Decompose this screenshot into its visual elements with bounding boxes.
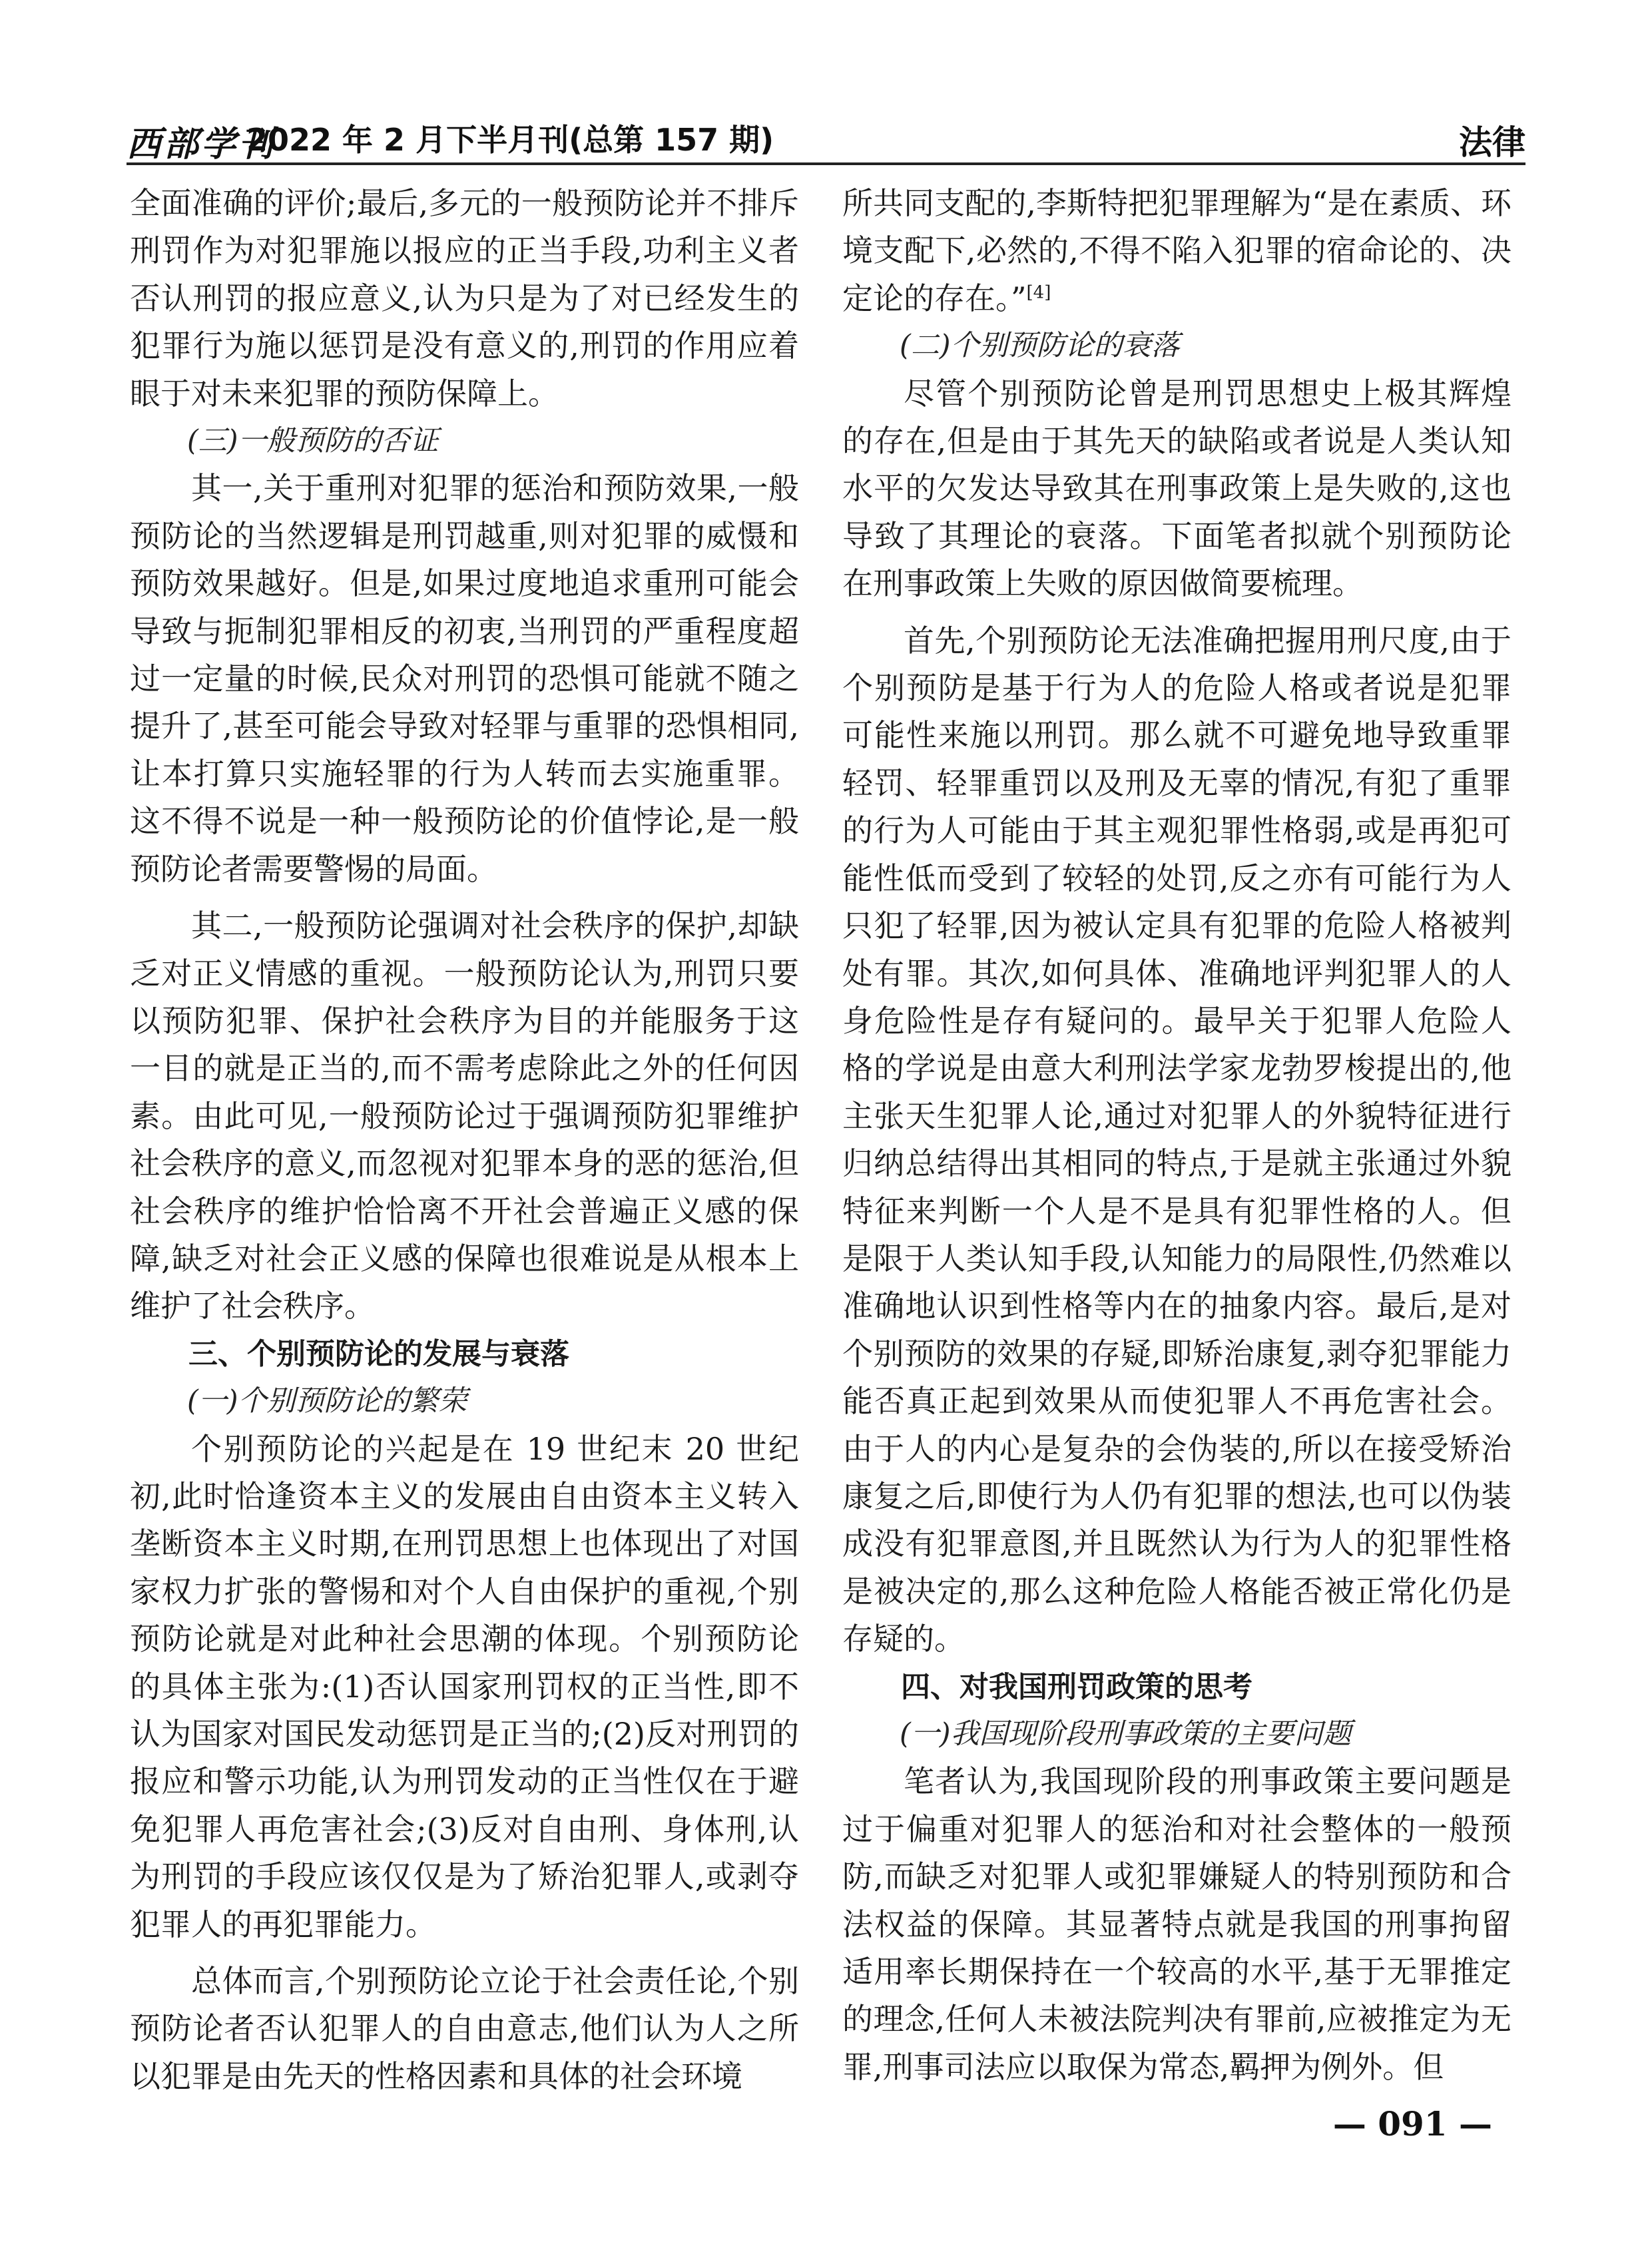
running-header [127,112,1525,165]
paragraph: 个别预防论的兴起是在 19 世纪末 20 世纪初,此时恰逢资本主义的发展由自由资本主义转入垄断资本主义时期,在刑罚思想上也体现出了对国家权力扩张的警惕和对个人自由保护的重视,个别预防论就是对此种社会思潮的体现。个别预防论的具体主张为:(1)否认国家刑罚权的正当性,即不认为国家对国民发动惩罚是正当的;(2)反对刑罚的报应和警示功能,认为刑罚发动的正当性仅在于避免犯罪人再危害社会;(3)反对自由刑、身体刑,认为刑罚的手段应该仅仅是为了矫治犯罪人,或剥夺犯罪人的再犯罪能力。 [130,1430,799,1942]
subsection-heading: (三)一般预防的否证 [187,424,439,458]
paragraph: 总体而言,个别预防论立论于社会责任论,个别预防论者否认犯罪人的自由意志,他们认为人之所以犯罪是由先天的性格因素和具体的社会环境 [130,1963,799,2094]
paragraph: 笔者认为,我国现阶段的刑事政策主要问题是过于偏重对犯罪人的惩治和对社会整体的一般预防,而缺乏对犯罪人或犯罪嫌疑人的特别预防和合法权益的保障。其显著特点就是我国的刑事拘留适用率长期保持在一个较高的水平,基于无罪推定的理念,任何人未被法院判决有罪前,应被推定为无罪,刑事司法应以取保为常态,羁押为例外。但 [842,1763,1512,2085]
section-heading: 三、个别预防论的发展与衰落 [188,1336,569,1371]
paragraph: 其二,一般预防论强调对社会秩序的保护,却缺乏对正义情感的重视。一般预防论认为,刑罚只要以预防犯罪、保护社会秩序为目的并能服务于这一目的就是正当的,而不需考虑除此之外的任何因素。由此可见,一般预防论过于强调预防犯罪维护社会秩序的意义,而忽视对犯罪本身的恶的惩治,但社会秩序的维护恰恰离不开社会普遍正义感的保障,缺乏对社会正义感的保障也很难说是从根本上维护了社会秩序。 [130,908,799,1324]
paragraph: 其一,关于重刑对犯罪的惩治和预防效果,一般预防论的当然逻辑是刑罚越重,则对犯罪的威慑和预防效果越好。但是,如果过度地追求重刑可能会导致与扼制犯罪相反的初衷,当刑罚的严重程度超过一定量的时候,民众对刑罚的恐惧可能就不随之提升了,甚至可能会导致对轻罪与重罪的恐惧相同,让本打算只实施轻罪的行为人转而去实施重罪。这不得不说是一种一般预防论的价值悖论,是一般预防论者需要警惕的局面。 [130,470,799,887]
section-name: 法律 [1459,123,1525,162]
subsection-heading: (一)我国现阶段刑事政策的主要问题 [900,1717,1352,1751]
subsection-heading: (一)个别预防论的繁荣 [187,1384,467,1418]
section-heading: 四、对我国刑罚政策的思考 [901,1669,1252,1704]
citation-ref: [4] [1026,282,1051,303]
paragraph [842,180,1512,322]
right-column [842,180,1512,2091]
subsection-heading: (二)个别预防论的衰落 [900,329,1180,363]
journal-logo: 西部学刊 [127,124,276,164]
page-number: — 091 — [1332,2104,1492,2143]
issue-info: 2022 年 2 月下半月刊(总第 157 期) [246,122,774,158]
paragraph: 全面准确的评价;最后,多元的一般预防论并不排斥刑罚作为对犯罪施以报应的正当手段,功利主义者否认刑罚的报应意义,认为只是为了对已经发生的犯罪行为施以惩罚是没有意义的,刑罚的作用应着眼于对未来犯罪的预防保障上。 [130,185,799,412]
paragraph: 尽管个别预防论曾是刑罚思想史上极其辉煌的存在,但是由于其先天的缺陷或者说是人类认知水平的欠发达导致其在刑事政策上是失败的,这也导致了其理论的衰落。下面笔者拟就个别预防论在刑事政策上失败的原因做简要梳理。 [842,375,1512,602]
paragraph-text: 所共同支配的,李斯特把犯罪理解为“是在素质、环境支配下,必然的,不得不陷入犯罪的宿命论的、决定论的存在。” [842,185,1512,316]
paragraph: 首先,个别预防论无法准确把握用刑尺度,由于个别预防是基于行为人的危险人格或者说是犯罪可能性来施以刑罚。那么就不可避免地导致重罪轻罚、轻罪重罚以及刑及无辜的情况,有犯了重罪的行为人可能由于其主观犯罪性格弱,或是再犯可能性低而受到了较轻的处罚,反之亦有可能行为人只犯了轻罪,因为被认定具有犯罪的危险人格被判处有罪。其次,如何具体、准确地评判犯罪人的人身危险性是存有疑问的。最早关于犯罪人危险人格的学说是由意大利刑法学家龙勃罗梭提出的,他主张天生犯罪人论,通过对犯罪人的外貌特征进行归纳总结得出其相同的特点,于是就主张通过外貌特征来判断一个人是不是具有犯罪性格的人。但是限于人类认知手段,认知能力的局限性,仍然难以准确地认识到性格等内在的抽象内容。最后,是对个别预防的效果的存疑,即矫治康复,剥夺犯罪能力能否真正起到效果从而使犯罪人不再危害社会。由于人的内心是复杂的会伪装的,所以在接受矫治康复之后,即使行为人仍有犯罪的想法,也可以伪装成没有犯罪意图,并且既然认为行为人的犯罪性格是被决定的,那么这种危险人格能否被正常化仍是存疑的。 [842,622,1512,1657]
left-column [130,180,799,2100]
